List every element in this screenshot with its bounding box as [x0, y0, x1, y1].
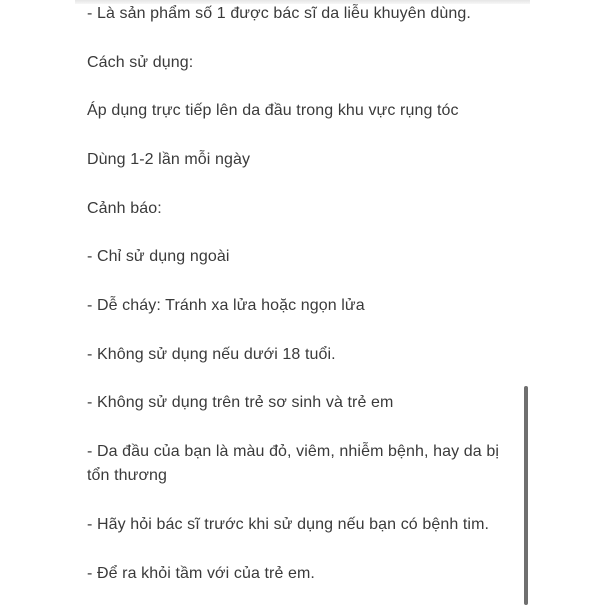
warning-under-18: - Không sử dụng nếu dưới 18 tuổi. [87, 346, 336, 363]
heading-warning: Cảnh báo: [87, 200, 162, 217]
warning-heart-disease: - Hãy hỏi bác sĩ trước khi sử dụng nếu bạn có bệnh tim. [87, 516, 490, 533]
warning-flammable: - Dễ cháy: Tránh xa lửa hoặc ngọn lửa [87, 297, 365, 314]
scrollbar-thumb[interactable] [524, 386, 528, 605]
heading-usage: Cách sử dụng: [87, 54, 194, 71]
warning-scalp-condition: - Da đầu của bạn là màu đỏ, viêm, nhiễm bệnh, hay da bị tổn thương [87, 443, 499, 484]
warning-external-use: - Chỉ sử dụng ngoài [87, 248, 230, 265]
warning-keep-away: - Để ra khỏi tầm với của trẻ em. [87, 565, 315, 582]
warning-children: - Không sử dụng trên trẻ sơ sinh và trẻ em [87, 394, 394, 411]
text-line-apply: Áp dụng trực tiếp lên da đầu trong khu vực rụng tóc [87, 102, 459, 119]
text-line-recommended: - Là sản phẩm số 1 được bác sĩ da liễu khuyên dùng. [87, 5, 471, 22]
text-line-frequency: Dùng 1-2 lần mỗi ngày [87, 151, 251, 168]
